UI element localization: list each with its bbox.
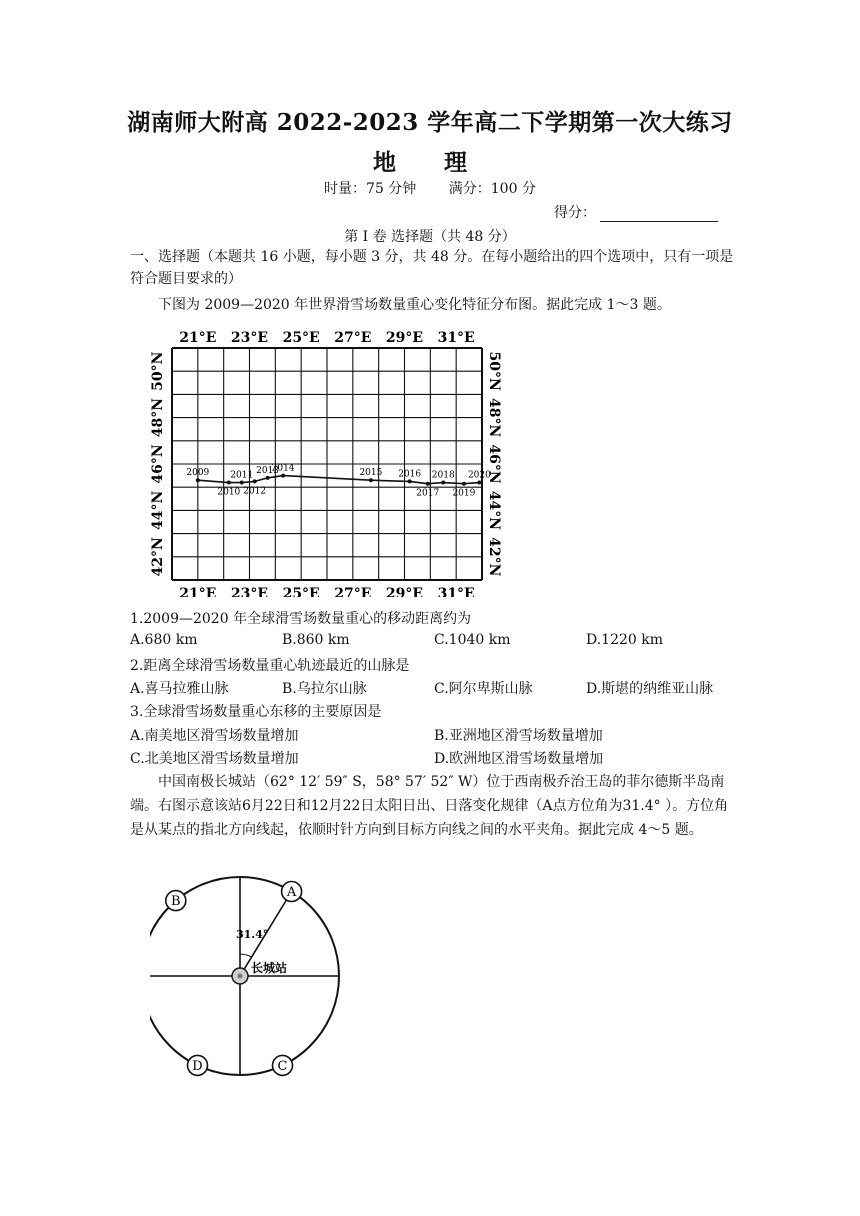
question-2-option-b: B.乌拉尔山脉 [282, 681, 367, 697]
exam-full-score: 满分：100 分 [448, 181, 536, 197]
question-2-option-c: C.阿尔卑斯山脉 [434, 681, 533, 697]
year-point [240, 481, 244, 485]
ski-resort-centroid-map [150, 322, 510, 597]
lon-label-top: 23°E [230, 330, 269, 346]
year-label: 2016 [398, 469, 422, 480]
question-2-option-d: D.斯堪的纳维亚山脉 [586, 681, 714, 697]
lat-label-right: 42°N [486, 537, 502, 577]
year-point [253, 479, 257, 483]
question-1-stem: 1.2009—2020 年全球滑雪场数量重心的移动距离约为 [130, 611, 472, 627]
section-instruction: 一、选择题（本题共 16 小题，每小题 3 分，共 48 分。在每小题给出的四个选项中，只有一项是符合题目要求的） [130, 249, 734, 287]
lon-label-top: 29°E [385, 330, 424, 346]
lat-label-right: 48°N [486, 397, 502, 438]
lat-label-left: 48°N [150, 397, 166, 438]
question-3-option-c: C.北美地区滑雪场数量增加 [130, 751, 299, 767]
year-label: 2009 [186, 468, 210, 479]
map-grid [172, 348, 482, 580]
year-point [369, 478, 373, 482]
lon-label-bottom: 25°E [282, 586, 320, 597]
lon-label-bottom: 23°E [230, 586, 269, 597]
exam-time: 时量：75 分钟 [324, 181, 417, 197]
year-label: 2014 [271, 463, 295, 474]
year-label: 2017 [416, 488, 440, 499]
lat-label-left: 44°N [150, 490, 166, 531]
azimuth-arc [240, 954, 252, 957]
lat-label-right: 46°N [486, 444, 502, 484]
station-dot [238, 974, 243, 979]
lat-label-right: 50°N [486, 351, 502, 391]
material-1: 下图为 2009—2020 年世界滑雪场数量重心变化特征分布图。据此完成 1～3 题。 [158, 297, 671, 313]
year-point [408, 479, 412, 483]
year-label: 2015 [359, 468, 383, 479]
year-label: 2010 [217, 487, 241, 498]
question-3-option-d: D.欧洲地区滑雪场数量增加 [434, 751, 604, 767]
year-label: 2011 [230, 470, 254, 481]
year-point [462, 482, 466, 486]
material-2: 中国南极长城站（62° 12′ 59″ S，58° 57′ 52″ W）位于西南极乔治王岛的菲尔德斯半岛南端。右图示意该站6月22日和12月22日太阳日出、日落变化规律（A点方位角为31.4° ）。方位角是从某点的指北方向线起，依顺时针方向到目标方向线之间的水平夹角。据此完成 4～5 题。 [130, 774, 729, 838]
question-2-stem: 2.距离全球滑雪场数量重心轨迹最近的山脉是 [130, 658, 410, 674]
point-c-label: C [277, 1058, 288, 1074]
question-1-option-d: D.1220 km [586, 632, 664, 648]
lat-label-left: 42°N [150, 537, 166, 577]
year-label: 2012 [243, 486, 267, 497]
exam-meta [0, 178, 860, 198]
question-2-option-a: A.喜马拉雅山脉 [130, 681, 229, 697]
year-point [281, 474, 285, 478]
lat-label-right: 44°N [486, 490, 502, 531]
score-field [554, 202, 718, 222]
azimuth-diagram [150, 872, 370, 1092]
lon-label-top: 31°E [437, 330, 475, 346]
station-label: 长城站 [251, 961, 288, 975]
year-point [477, 481, 481, 485]
lon-label-top: 21°E [179, 330, 217, 346]
year-point [196, 478, 200, 482]
year-label: 2018 [431, 470, 455, 481]
lat-label-left: 46°N [150, 444, 166, 484]
question-3-option-b: B.亚洲地区滑雪场数量增加 [434, 728, 603, 744]
lon-label-top: 27°E [334, 330, 372, 346]
year-point [426, 482, 430, 486]
score-blank [600, 208, 718, 222]
subject-title: 地 理 [372, 149, 487, 176]
page-title: 湖南师大附高 2022-2023 学年高二下学期第一次大练习 [127, 109, 733, 136]
point-a-label: A [286, 885, 297, 900]
azimuth-angle-label: 31.4° [236, 928, 269, 941]
question-3-stem: 3.全球滑雪场数量重心东移的主要原因是 [130, 704, 382, 720]
point-b-label: B [171, 894, 181, 910]
lon-label-bottom: 31°E [437, 586, 475, 597]
lon-label-bottom: 21°E [179, 586, 217, 597]
lon-label-bottom: 29°E [385, 586, 424, 597]
lon-label-top: 25°E [282, 330, 320, 346]
year-label: 2013 [256, 465, 280, 476]
score-label: 得分： [554, 205, 596, 221]
question-1-option-a: A.680 km [130, 632, 198, 648]
centroid-track [186, 464, 491, 499]
year-label: 2020 [467, 470, 491, 481]
year-point [441, 481, 445, 485]
year-point [266, 476, 270, 480]
year-label: 2019 [452, 488, 476, 499]
lon-label-bottom: 27°E [334, 586, 372, 597]
year-point [227, 481, 231, 485]
question-3-option-a: A.南美地区滑雪场数量增加 [130, 728, 299, 744]
question-1-option-b: B.860 km [282, 632, 350, 648]
lat-label-left: 50°N [150, 351, 166, 391]
section-title: 第 I 卷 选择题（共 48 分） [344, 229, 516, 245]
question-1-option-c: C.1040 km [434, 632, 511, 648]
point-d-label: D [192, 1058, 203, 1074]
